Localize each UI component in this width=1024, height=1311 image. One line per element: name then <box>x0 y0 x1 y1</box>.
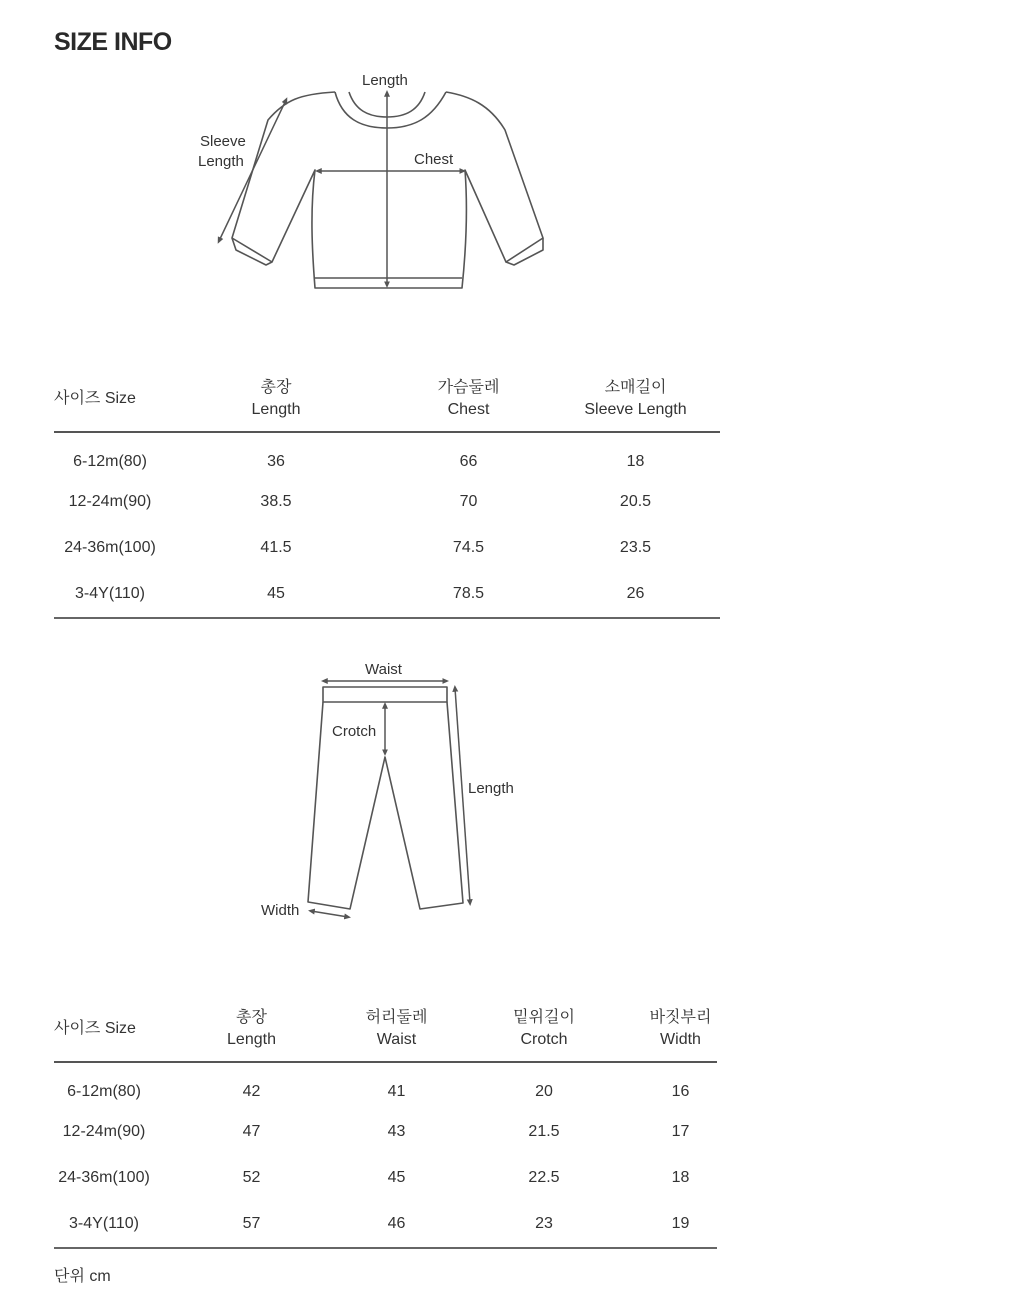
cell-length: 36 <box>267 452 285 470</box>
cell-length: 38.5 <box>260 492 292 510</box>
label-length: Length <box>362 72 408 89</box>
table-row <box>54 432 720 479</box>
cell-crotch: 20 <box>535 1082 553 1100</box>
pants-illustration <box>250 655 540 930</box>
top-size-table <box>54 366 720 619</box>
header-length: 총장 Length <box>251 378 301 418</box>
table-row <box>54 1202 717 1249</box>
cell-sleeve-length: 20.5 <box>619 492 652 510</box>
table-row <box>54 572 720 619</box>
bottom-size-table <box>54 996 717 1249</box>
header-size: 사이즈 Size <box>54 389 136 407</box>
cell-chest: 66 <box>459 452 478 470</box>
cell-size: 3-4Y(110) <box>75 585 145 603</box>
table-header-row <box>54 996 717 1062</box>
sweatshirt-diagram <box>190 66 560 296</box>
label-width: Width <box>261 902 300 919</box>
cell-sleeve-length: 23.5 <box>619 539 652 557</box>
header-width: 바짓부리 Width <box>649 1008 712 1048</box>
cell-width: 17 <box>671 1122 690 1140</box>
cell-sleeve-length: 18 <box>626 452 645 470</box>
cell-length: 45 <box>267 585 285 603</box>
cell-crotch: 23 <box>535 1215 553 1233</box>
cell-width: 16 <box>671 1082 690 1100</box>
cell-waist: 46 <box>387 1215 406 1233</box>
header-crotch: 밑위길이 Crotch <box>513 1008 575 1048</box>
label-sleeve-1: Sleeve <box>200 133 246 150</box>
cell-size: 24-36m(100) <box>64 539 156 557</box>
pants-diagram <box>250 655 540 930</box>
unit-note: 단위 cm <box>54 1268 111 1285</box>
table-row <box>54 479 720 526</box>
table-header-row <box>54 366 720 432</box>
cell-waist: 43 <box>387 1122 406 1140</box>
cell-width: 19 <box>671 1215 690 1233</box>
label-waist: Waist <box>365 661 402 678</box>
cell-size: 24-36m(100) <box>58 1169 150 1187</box>
cell-size: 6-12m(80) <box>67 1082 141 1100</box>
label-chest: Chest <box>414 151 454 168</box>
header-sleeve-length: 소매길이 Sleeve Length <box>584 378 687 418</box>
cell-length: 52 <box>242 1169 261 1187</box>
cell-waist: 41 <box>387 1082 406 1100</box>
cell-sleeve-length: 26 <box>626 585 645 603</box>
cell-length: 41.5 <box>260 539 292 557</box>
header-length: 총장 Length <box>227 1008 276 1048</box>
cell-length: 47 <box>242 1122 261 1140</box>
cell-width: 18 <box>671 1169 690 1187</box>
header-chest: 가슴둘레 Chest <box>437 378 500 418</box>
label-length: Length <box>468 780 514 797</box>
cell-chest: 74.5 <box>452 539 485 557</box>
cell-size: 12-24m(90) <box>68 492 152 510</box>
table-row <box>54 525 720 572</box>
label-crotch: Crotch <box>332 723 377 740</box>
table-row <box>54 1155 717 1202</box>
cell-chest: 78.5 <box>452 585 485 603</box>
page-title: SIZE INFO <box>54 28 172 56</box>
label-sleeve-2: Length <box>198 153 244 170</box>
cell-crotch: 22.5 <box>528 1169 560 1187</box>
cell-size: 6-12m(80) <box>73 452 147 470</box>
cell-length: 57 <box>242 1215 261 1233</box>
table-row <box>54 1109 717 1156</box>
table-row <box>54 1062 717 1109</box>
cell-size: 3-4Y(110) <box>69 1215 139 1233</box>
cell-crotch: 21.5 <box>528 1122 560 1140</box>
sweatshirt-illustration <box>190 66 560 296</box>
header-waist: 허리둘레 Waist <box>365 1008 428 1048</box>
cell-length: 42 <box>242 1082 261 1100</box>
cell-size: 12-24m(90) <box>62 1122 146 1140</box>
cell-chest: 70 <box>459 492 478 510</box>
cell-waist: 45 <box>387 1169 406 1187</box>
header-size: 사이즈 Size <box>54 1019 136 1037</box>
